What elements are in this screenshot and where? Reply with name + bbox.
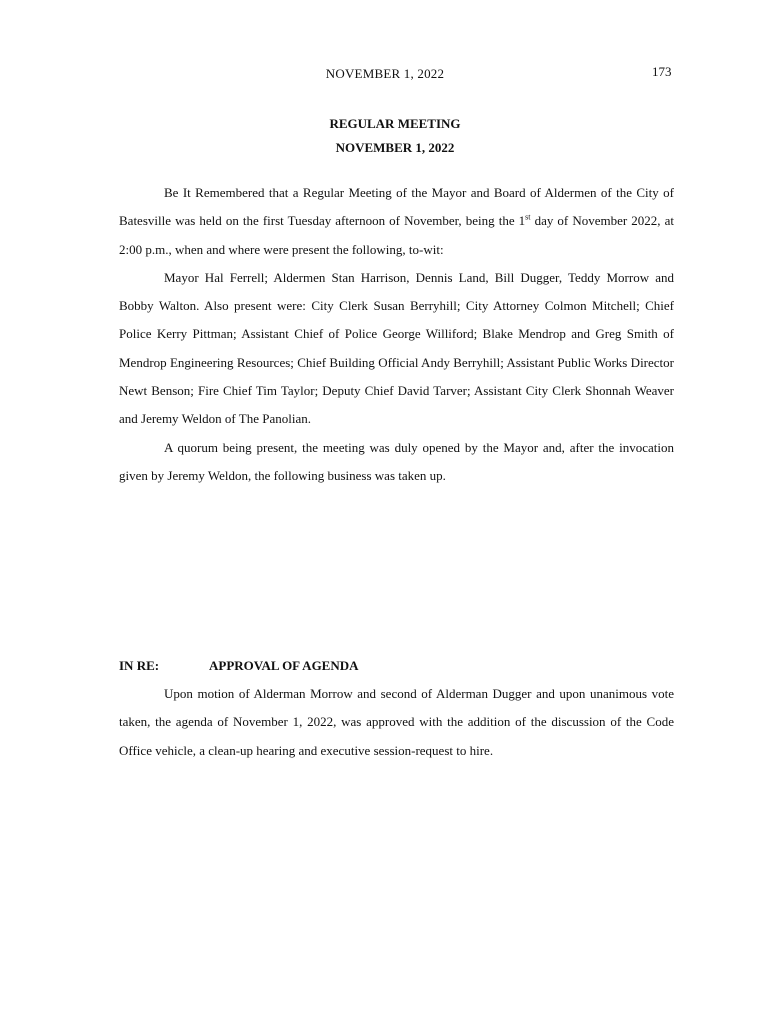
agenda-section (119, 680, 674, 765)
attendees-paragraph: Mayor Hal Ferrell; Aldermen Stan Harrison, Dennis Land, Bill Dugger, Teddy Morrow and Bobby Walton. Also present were: City Clerk Susan Berryhill; City Attorney Colmon Mitchell; Chief Police Kerry Pittman; Assistant Chief of Police George Williford; Blake Mendrop and Greg Smith of Mendrop Engineering Resources; Chief Building Official Andy Berryhill; Assistant Public Works Director Newt Benson; Fire Chief Tim Taylor; Deputy Chief David Tarver; Assistant City Clerk Shonnah Weaver and Jeremy Weldon of The Panolian. (119, 269, 674, 427)
document-subtitle-date: NOVEMBER 1, 2022 (335, 140, 455, 155)
document-title: REGULAR MEETING (329, 116, 461, 131)
ordinal-suffix: st (525, 212, 531, 222)
opening-section (119, 179, 674, 490)
page-number: 173 (652, 64, 672, 79)
quorum-paragraph: A quorum being present, the meeting was duly opened by the Mayor and, after the invocation given by Jeremy Weldon, the following business was taken up. (119, 439, 674, 483)
in-re-label: IN RE: (119, 658, 160, 673)
running-header-date: NOVEMBER 1, 2022 (325, 66, 445, 81)
opening-text-end: day of November 2022, at 2:00 p.m., when and where were present the following, to-wit: (119, 213, 674, 257)
opening-text-start: Be It Remembered that a Regular Meeting of the Mayor and Board of Aldermen of the City of Batesville was held on the first Tuesday afternoon of November, being the 1 (119, 185, 674, 229)
agenda-paragraph: Upon motion of Alderman Morrow and second of Alderman Dugger and upon unanimous vote taken, the agenda of November 1, 2022, was approved with the addition of the discussion of the Code Office vehicle, a clean-up hearing and executive session-request to hire. (119, 686, 674, 758)
agenda-section-heading (119, 658, 359, 674)
opening-paragraph (119, 179, 674, 264)
agenda-heading: APPROVAL OF AGENDA (209, 658, 359, 673)
